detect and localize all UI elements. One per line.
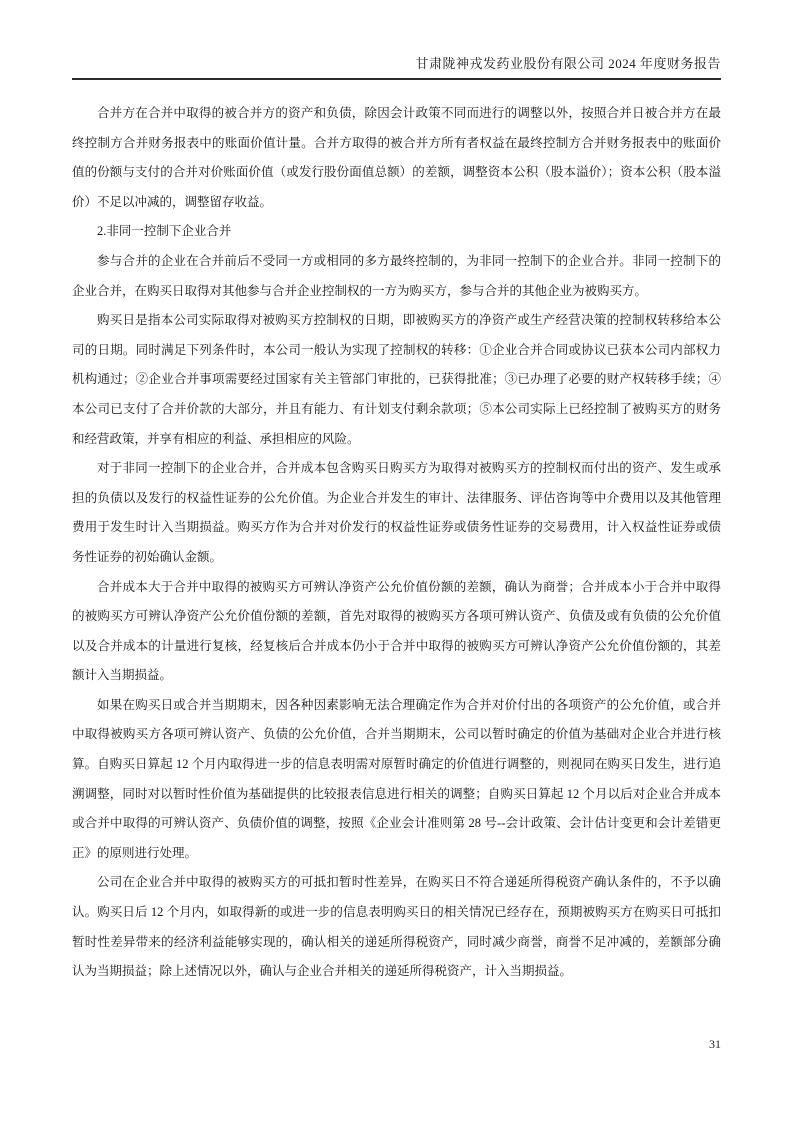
page-footer (72, 1037, 721, 1052)
paragraph-goodwill: 合并成本大于合并中取得的被购买方可辨认净资产公允价值份额的差额，确认为商誉；合并成本小于合并中取得的被购买方可辨认净资产公允价值份额的差额，首先对取得的被购买方各项可辨认资产、负债及或有负债的公允价值以及合并成本的计量进行复核，经复核后合并成本仍小于合并中取得的被购买方可辨认净资产公允价值份额的，其差额计入当期损益。 (72, 579, 721, 683)
paragraph-merger-cost: 对于非同一控制下的企业合并，合并成本包含购买日购买方为取得对被购买方的控制权而付出的资产、发生或承担的负债以及发行的权益性证券的公允价值。为企业合并发生的审计、法律服务、评估咨询等中介费用以及其他管理费用于发生时计入当期损益。购买方作为合并对价发行的权益性证券或债务性证券的交易费用，计入权益性证券或债务性证券的初始确认金额。 (72, 461, 721, 564)
paragraph-provisional-value-adjustment: 如果在购买日或合并当期期末，因各种因素影响无法合理确定作为合并对价付出的各项资产的公允价值，或合并中取得被购买方各项可辨认资产、负债的公允价值，合并当期期末，公司以暂时确定的价值为基础对企业合并进行核算。自购买日算起 12 个月内取得进一步的信息表明需对原暂时确定的价值进行调整的，则视同在购买日发生，进行追溯调整，同时对以暂时性价值为基础提供的比较报表信息进行相关的调整；自购买日算起 12 个月以后对企业合并成本或合并中取得的可辨认资产、负债价值的调整，按照《企业会计准则第 28 号--会计政策、会计估计变更和会计差错更正》的原则进行处理。 (72, 697, 721, 860)
paragraph-deferred-tax: 公司在企业合并中取得的被购买方的可抵扣暂时性差异，在购买日不符合递延所得税资产确认条件的，不予以确认。购买日后 12 个月内，如取得新的或进一步的信息表明购买日的相关情况已经存在，预期被购买方在购买日可抵扣暂时性差异带来的经济利益能够实现的，确认相关的递延所得税资产，同时减少商誉，商誉不足冲减的，差额部分确认为当期损益；除上述情况以外，确认与企业合并相关的递延所得税资产，计入当期损益。 (72, 875, 721, 979)
page-number: 31 (709, 1037, 721, 1051)
page-header (72, 53, 721, 80)
section-heading-non-same-control: 2.非同一控制下企业合并 (97, 224, 232, 239)
paragraph-merger-same-control: 合并方在合并中取得的被合并方的资产和负债，除因会计政策不同而进行的调整以外，按照合并日被合并方在最终控制方合并财务报表中的账面价值计量。合并方取得的被合并方所有者权益在最终控制方合并财务报表中的账面价值的份额与支付的合并对价账面价值（或发行股份面值总额）的差额，调整资本公积（股本溢价）；资本公积（股本溢价）不足以冲减的，调整留存收益。 (72, 106, 721, 209)
document-body (72, 99, 721, 987)
report-title: 甘肃陇神戎发药业股份有限公司 2024 年度财务报告 (415, 56, 721, 71)
paragraph-non-same-control-definition: 参与合并的企业在合并前后不受同一方或相同的多方最终控制的，为非同一控制下的企业合并。非同一控制下的企业合并，在购买日取得对其他参与合并企业控制权的一方为购买方，参与合并的其他企业为被购买方。 (72, 253, 721, 298)
paragraph-purchase-date-conditions: 购买日是指本公司实际取得对被购买方控制权的日期，即被购买方的净资产或生产经营决策的控制权转移给本公司的日期。同时满足下列条件时，本公司一般认为实现了控制权的转移：①企业合并合同或协议已获本公司内部权力机构通过；②企业合并事项需要经过国家有关主管部门审批的，已获得批准；③已办理了必要的财产权转移手续；④本公司已支付了合并价款的大部分，并且有能力、有计划支付剩余款项；⑤本公司实际上已经控制了被购买方的财务和经营政策，并享有相应的利益、承担相应的风险。 (72, 313, 721, 446)
